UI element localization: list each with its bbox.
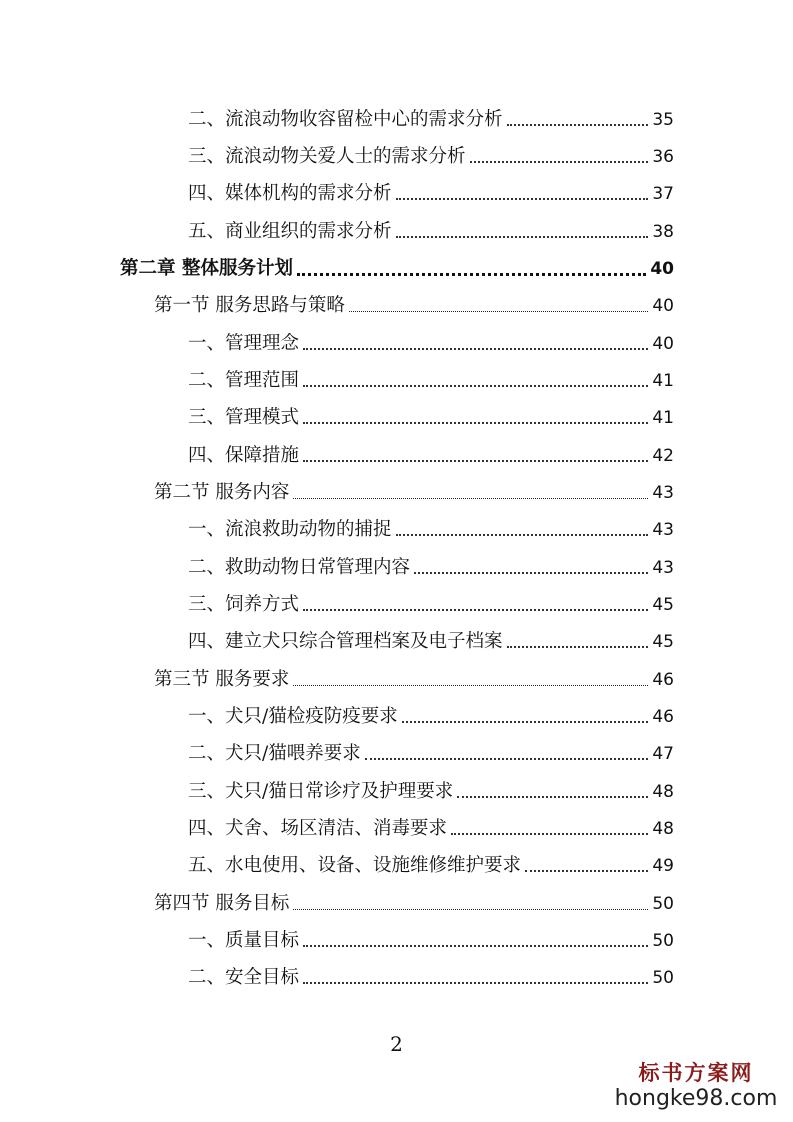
- toc-leader-dots: [303, 385, 648, 387]
- toc-entry-page: 46: [652, 707, 674, 727]
- toc-leader-dots: [451, 833, 648, 835]
- toc-entry-label: 一、犬只/猫检疫防疫要求: [188, 706, 398, 727]
- toc-entry[interactable]: [188, 328, 674, 356]
- toc-entry-page: 50: [652, 931, 674, 951]
- toc-entry-label: 第四节 服务目标: [154, 893, 290, 914]
- toc-entry-page: 41: [652, 371, 674, 391]
- toc-entry[interactable]: [188, 514, 674, 542]
- toc-entry-label: 第三节 服务要求: [154, 669, 290, 690]
- toc-entry[interactable]: [188, 776, 674, 804]
- watermark-logo: [611, 1060, 781, 1112]
- toc-entry[interactable]: [188, 813, 674, 841]
- toc-entry-label: 二、流浪动物收容留检中心的需求分析: [188, 109, 503, 130]
- watermark-title: 标书方案网: [638, 1060, 754, 1085]
- toc-entry-page: 40: [650, 259, 674, 279]
- toc-entry-page: 43: [652, 520, 674, 540]
- toc-leader-dots: [525, 870, 648, 872]
- toc-entry[interactable]: [188, 216, 674, 244]
- toc-entry-page: 47: [652, 744, 674, 764]
- toc-leader-dots: [457, 796, 648, 798]
- toc-leader-dots: [349, 311, 648, 312]
- toc-leader-dots: [293, 685, 648, 686]
- toc-entry-label: 二、安全目标: [188, 967, 300, 988]
- toc-entry-label: 五、商业组织的需求分析: [188, 221, 392, 242]
- toc-leader-dots: [365, 758, 649, 760]
- toc-entry-page: 38: [652, 222, 674, 242]
- toc-entry[interactable]: [188, 701, 674, 729]
- toc-entry[interactable]: [188, 402, 674, 430]
- toc-entry-page: 42: [652, 446, 674, 466]
- toc-leader-dots: [402, 721, 649, 723]
- toc-entry[interactable]: [188, 141, 674, 169]
- toc-entry-label: 第一节 服务思路与策略: [154, 295, 345, 316]
- toc-entry-label: 四、媒体机构的需求分析: [188, 183, 392, 204]
- toc-chapter-entry[interactable]: [120, 253, 674, 281]
- toc-entry[interactable]: [188, 626, 674, 654]
- toc-entry[interactable]: [188, 178, 674, 206]
- toc-entry[interactable]: [188, 552, 674, 580]
- toc-entry-page: 48: [652, 782, 674, 802]
- toc-entry-page: 48: [652, 819, 674, 839]
- toc-leader-dots: [303, 460, 648, 462]
- toc-entry[interactable]: [188, 850, 674, 878]
- toc-entry-page: 46: [652, 670, 674, 690]
- toc-entry-label: 三、饲养方式: [188, 594, 300, 615]
- toc-entry-page: 41: [652, 408, 674, 428]
- toc-leader-dots: [396, 236, 649, 238]
- toc-entry-page: 45: [652, 595, 674, 615]
- toc-entry-label: 四、犬舍、场区清洁、消毒要求: [188, 818, 448, 839]
- toc-entry-label: 三、犬只/猫日常诊疗及护理要求: [188, 781, 454, 802]
- toc-entry-label: 第二节 服务内容: [154, 482, 290, 503]
- toc-section-entry[interactable]: [154, 664, 674, 692]
- toc-entry-label: 一、质量目标: [188, 930, 300, 951]
- toc-entry[interactable]: [188, 440, 674, 468]
- toc-leader-dots: [507, 124, 649, 126]
- toc-section-entry[interactable]: [154, 888, 674, 916]
- toc-entry-page: 50: [652, 968, 674, 988]
- toc-entry-page: 45: [652, 632, 674, 652]
- toc-entry-label: 四、保障措施: [188, 445, 300, 466]
- page-number: 2: [390, 1032, 403, 1056]
- toc-leader-dots: [470, 161, 649, 163]
- toc-leader-dots: [303, 348, 648, 350]
- toc-entry-label: 五、水电使用、设备、设施维修维护要求: [188, 855, 522, 876]
- toc-leader-dots: [303, 609, 648, 611]
- toc-leader-dots: [303, 945, 648, 947]
- toc-entry[interactable]: [188, 365, 674, 393]
- toc-entry[interactable]: [188, 925, 674, 953]
- toc-leader-dots: [396, 534, 649, 536]
- toc-entry-label: 一、流浪救助动物的捕捉: [188, 519, 392, 540]
- toc-leader-dots: [303, 982, 648, 984]
- toc-leader-dots: [297, 273, 646, 276]
- toc-entry-label: 四、建立犬只综合管理档案及电子档案: [188, 631, 503, 652]
- watermark-url: hongke98.com: [614, 1086, 778, 1111]
- toc-leader-dots: [293, 909, 648, 910]
- toc-entry-page: 35: [652, 110, 674, 130]
- toc-entry-page: 36: [652, 147, 674, 167]
- toc-entry-label: 三、流浪动物关爱人士的需求分析: [188, 146, 466, 167]
- toc-entry-page: 43: [652, 483, 674, 503]
- toc-entry-page: 49: [652, 856, 674, 876]
- toc-entry-label: 三、管理模式: [188, 407, 300, 428]
- toc-entry[interactable]: [188, 104, 674, 132]
- toc-entry-page: 40: [652, 334, 674, 354]
- toc-entry[interactable]: [188, 589, 674, 617]
- toc-entry-label: 一、管理理念: [188, 333, 300, 354]
- toc-entry-page: 40: [652, 296, 674, 316]
- toc-entry-label: 二、犬只/猫喂养要求: [188, 743, 361, 764]
- toc-leader-dots: [303, 422, 648, 424]
- toc-entry[interactable]: [188, 738, 674, 766]
- toc-leader-dots: [396, 198, 649, 200]
- toc-leader-dots: [414, 572, 648, 574]
- toc-entry[interactable]: [188, 962, 674, 990]
- toc-entry-page: 43: [652, 558, 674, 578]
- toc-leader-dots: [507, 646, 649, 648]
- toc-section-entry[interactable]: [154, 290, 674, 318]
- toc-leader-dots: [293, 498, 648, 499]
- toc-entry-label: 第二章 整体服务计划: [120, 258, 293, 279]
- toc-entry-page: 37: [652, 184, 674, 204]
- toc-entry-label: 二、管理范围: [188, 370, 300, 391]
- toc-entry-label: 二、救助动物日常管理内容: [188, 557, 411, 578]
- toc-section-entry[interactable]: [154, 477, 674, 505]
- toc-entry-page: 50: [652, 894, 674, 914]
